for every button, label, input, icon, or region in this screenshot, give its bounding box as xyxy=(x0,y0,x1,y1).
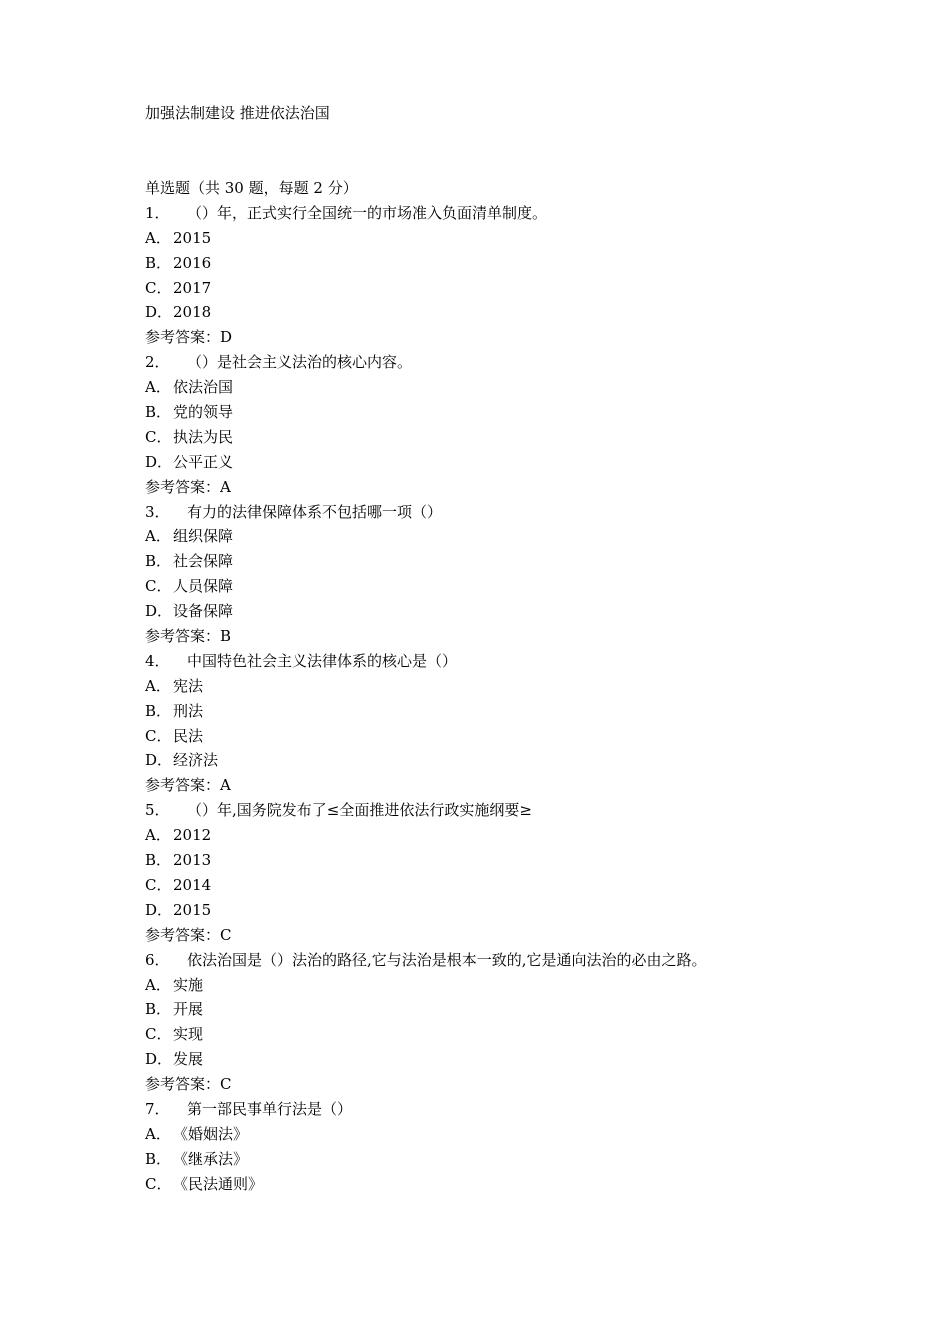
answer-value: C xyxy=(220,925,232,944)
option-text: 组织保障 xyxy=(173,527,234,546)
question-6 xyxy=(145,948,845,1097)
question-text: （）年，正式实行全国统一的市场准入负面清单制度。 xyxy=(187,203,548,222)
question-text: （）年,国务院发布了≤全面推进依法行政实施纲要≥ xyxy=(187,801,532,820)
option-text: 2017 xyxy=(173,278,212,297)
option-d xyxy=(145,300,845,325)
question-number: 2． xyxy=(145,353,170,372)
answer-line xyxy=(145,325,845,350)
question-text: （）是社会主义法治的核心内容。 xyxy=(187,353,413,372)
option-label: A． xyxy=(145,676,171,695)
question-stem xyxy=(145,798,845,823)
option-label: C． xyxy=(145,875,172,894)
answer-line xyxy=(145,475,845,500)
option-text: 《继承法》 xyxy=(173,1149,249,1168)
option-text: 2013 xyxy=(173,851,212,870)
option-text: 《婚姻法》 xyxy=(173,1124,249,1143)
option-a xyxy=(145,674,845,699)
option-b xyxy=(145,549,845,574)
option-label: B． xyxy=(145,1000,172,1019)
question-number: 4． xyxy=(145,651,170,670)
option-label: A． xyxy=(145,527,171,546)
option-text: 2014 xyxy=(173,875,212,894)
option-text: 2015 xyxy=(173,900,212,919)
question-number: 6． xyxy=(145,950,170,969)
option-label: B． xyxy=(145,851,172,870)
answer-value: A xyxy=(220,776,231,795)
option-d xyxy=(145,748,845,773)
answer-prefix: 参考答案： xyxy=(145,925,221,944)
question-7 xyxy=(145,1097,845,1197)
option-d xyxy=(145,599,845,624)
option-label: A． xyxy=(145,378,171,397)
option-label: C． xyxy=(145,1174,172,1193)
option-text: 实施 xyxy=(173,975,204,994)
question-number: 3． xyxy=(145,502,170,521)
option-c xyxy=(145,574,845,599)
question-stem xyxy=(145,649,845,674)
question-1 xyxy=(145,201,845,350)
option-label: B． xyxy=(145,253,172,272)
option-b xyxy=(145,699,845,724)
option-label: C． xyxy=(145,427,172,446)
answer-prefix: 参考答案： xyxy=(145,477,221,496)
question-text: 第一部民事单行法是（） xyxy=(187,1099,353,1118)
option-c xyxy=(145,425,845,450)
option-b xyxy=(145,400,845,425)
question-3 xyxy=(145,500,845,649)
option-text: 依法治国 xyxy=(173,378,234,397)
option-text: 实现 xyxy=(173,1025,204,1044)
option-text: 开展 xyxy=(173,1000,204,1019)
option-label: C． xyxy=(145,278,172,297)
option-a xyxy=(145,226,845,251)
question-list xyxy=(145,176,845,1197)
option-text: 发展 xyxy=(173,1050,204,1069)
answer-value: C xyxy=(220,1075,232,1094)
option-label: A． xyxy=(145,826,171,845)
question-text: 中国特色社会主义法律体系的核心是（） xyxy=(187,651,458,670)
answer-line xyxy=(145,773,845,798)
question-number: 5． xyxy=(145,801,170,820)
answer-line xyxy=(145,624,845,649)
option-label: D． xyxy=(145,452,173,471)
answer-prefix: 参考答案： xyxy=(145,627,221,646)
option-c xyxy=(145,873,845,898)
option-d xyxy=(145,1047,845,1072)
option-label: B． xyxy=(145,552,172,571)
option-label: B． xyxy=(145,403,172,422)
option-text: 2016 xyxy=(173,253,212,272)
option-a xyxy=(145,375,845,400)
option-label: C． xyxy=(145,1025,172,1044)
question-stem xyxy=(145,1097,845,1122)
option-d xyxy=(145,450,845,475)
option-text: 公平正义 xyxy=(173,452,234,471)
answer-value: B xyxy=(220,627,232,646)
question-4 xyxy=(145,649,845,798)
option-text: 社会保障 xyxy=(173,552,234,571)
option-label: A． xyxy=(145,228,171,247)
question-2 xyxy=(145,350,845,499)
option-d xyxy=(145,898,845,923)
question-number: 7． xyxy=(145,1099,170,1118)
option-text: 人员保障 xyxy=(173,577,234,596)
option-a xyxy=(145,823,845,848)
option-a xyxy=(145,973,845,998)
option-c xyxy=(145,724,845,749)
option-c xyxy=(145,1022,845,1047)
option-text: 《民法通则》 xyxy=(173,1174,264,1193)
option-b xyxy=(145,848,845,873)
option-b xyxy=(145,251,845,276)
option-label: A． xyxy=(145,1124,171,1143)
question-5 xyxy=(145,798,845,947)
option-label: B． xyxy=(145,1149,172,1168)
answer-value: D xyxy=(220,328,233,347)
option-b xyxy=(145,1147,845,1172)
answer-line xyxy=(145,923,845,948)
section-heading: 单选题（共 30 题，每题 2 分） xyxy=(145,179,358,197)
option-text: 设备保障 xyxy=(173,602,234,621)
option-text: 执法为民 xyxy=(173,427,234,446)
option-label: D． xyxy=(145,303,173,322)
answer-value: A xyxy=(220,477,231,496)
option-label: D． xyxy=(145,751,173,770)
option-label: D． xyxy=(145,900,173,919)
question-number: 1． xyxy=(145,203,170,222)
option-text: 宪法 xyxy=(173,676,204,695)
option-text: 民法 xyxy=(173,726,204,745)
option-c xyxy=(145,276,845,301)
question-stem xyxy=(145,350,845,375)
option-label: A． xyxy=(145,975,171,994)
answer-line xyxy=(145,1072,845,1097)
option-label: C． xyxy=(145,726,172,745)
option-b xyxy=(145,997,845,1022)
question-stem xyxy=(145,500,845,525)
question-stem xyxy=(145,948,845,973)
option-a xyxy=(145,524,845,549)
option-label: B． xyxy=(145,701,172,720)
option-text: 刑法 xyxy=(173,701,204,720)
question-stem xyxy=(145,201,845,226)
option-text: 党的领导 xyxy=(173,403,234,422)
option-label: D． xyxy=(145,1050,173,1069)
question-text: 依法治国是（）法治的路径,它与法治是根本一致的,它是通向法治的必由之路。 xyxy=(187,950,707,969)
option-text: 经济法 xyxy=(173,751,219,770)
answer-prefix: 参考答案： xyxy=(145,1075,221,1094)
option-a xyxy=(145,1122,845,1147)
answer-prefix: 参考答案： xyxy=(145,776,221,795)
option-label: D． xyxy=(145,602,173,621)
option-label: C． xyxy=(145,577,172,596)
option-c xyxy=(145,1172,845,1197)
option-text: 2012 xyxy=(173,826,212,845)
option-text: 2018 xyxy=(173,303,212,322)
question-text: 有力的法律保障体系不包括哪一项（） xyxy=(187,502,443,521)
option-text: 2015 xyxy=(173,228,212,247)
document-title: 加强法制建设 推进依法治国 xyxy=(145,104,330,122)
answer-prefix: 参考答案： xyxy=(145,328,221,347)
